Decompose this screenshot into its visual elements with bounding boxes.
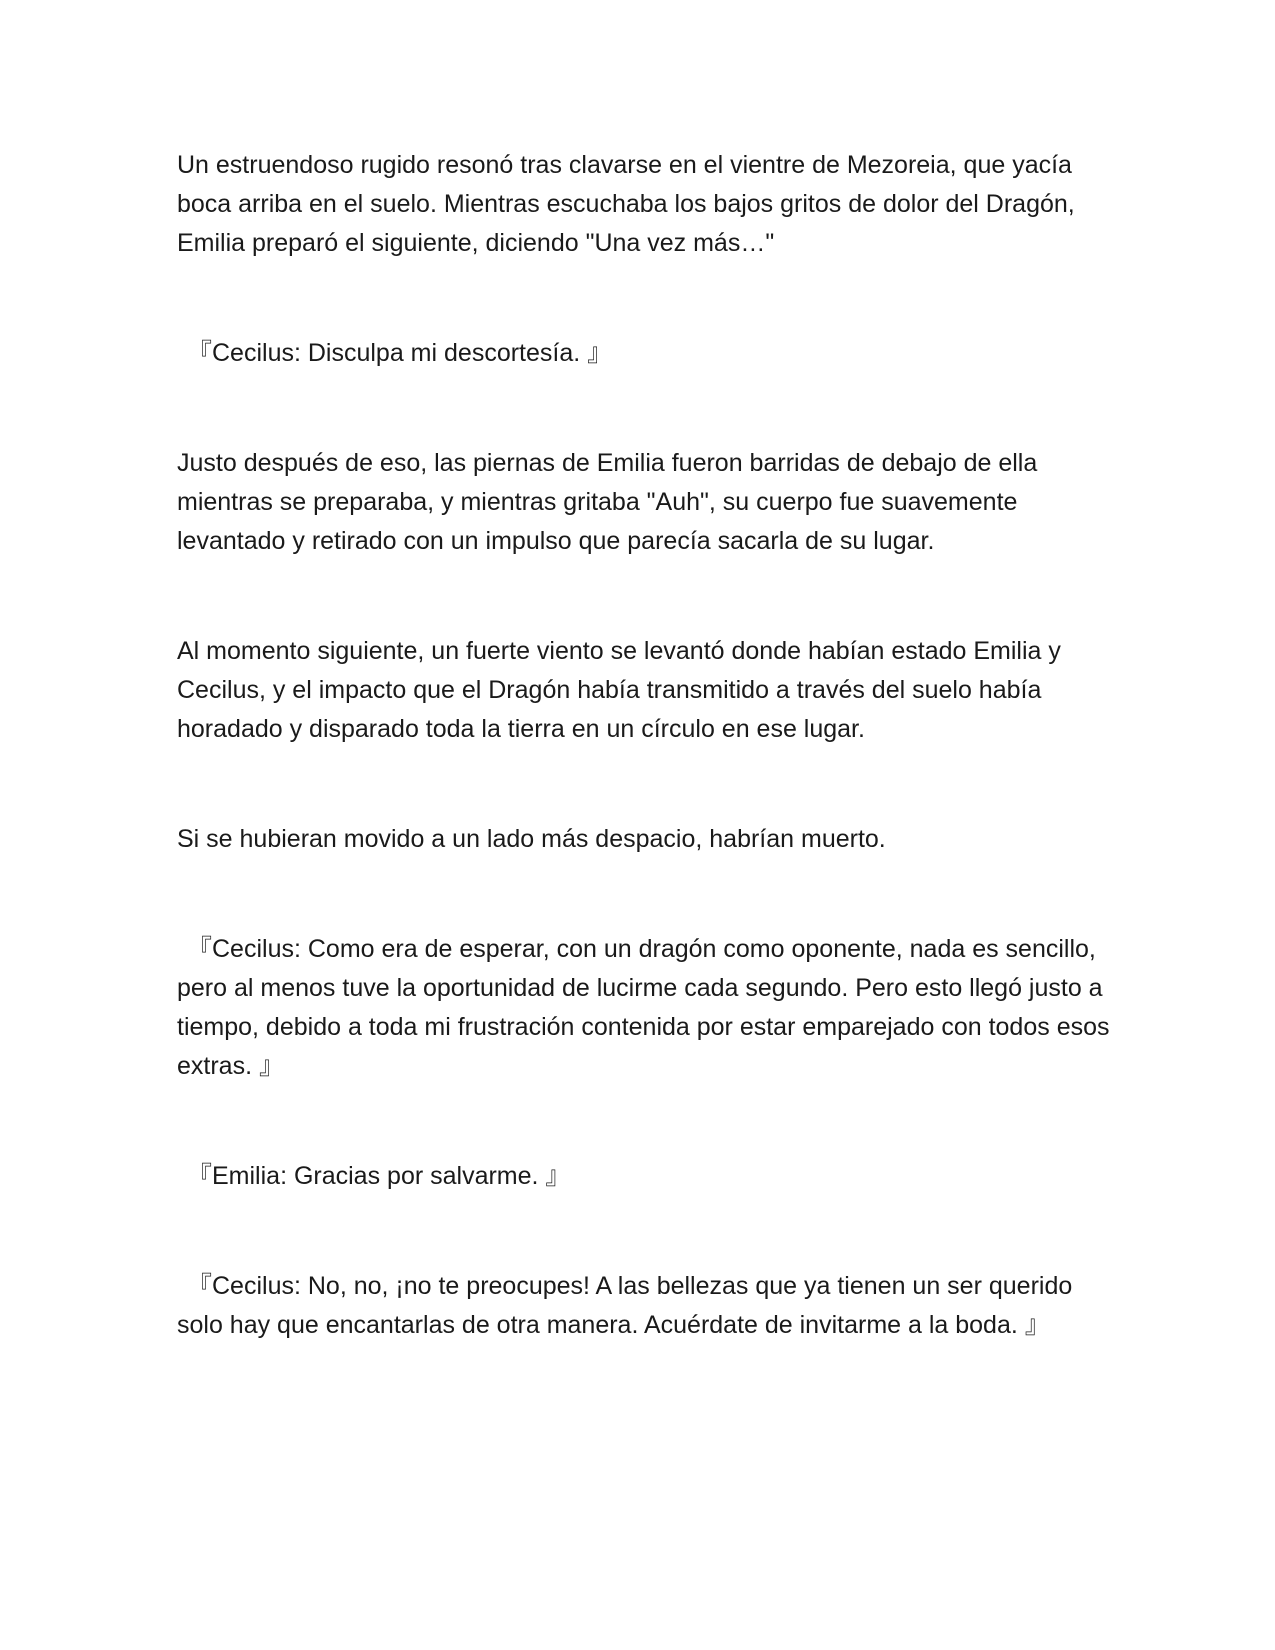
dialogue-line: 『Cecilus: No, no, ¡no te preocupes! A las bellezas que ya tienen un ser querido solo hay que encantarlas de otra manera. Acuérdate de invitarme a la boda. 』 <box>177 1272 1073 1339</box>
narrative-paragraph: Si se hubieran movido a un lado más despacio, habrían muerto. <box>177 825 886 853</box>
dialogue-line: 『Cecilus: Disculpa mi descortesía. 』 <box>187 339 613 367</box>
narrative-paragraph: Justo después de eso, las piernas de Emilia fueron barridas de debajo de ella mientras se preparaba, y mientras gritaba "Auh", su cuerpo fue suavemente levantado y retirado con un impulso que parecía sacarla de su lugar. <box>177 449 1038 555</box>
document-body <box>177 146 1117 1416</box>
dialogue-line: 『Cecilus: Como era de esperar, con un dragón como oponente, nada es sencillo, pero al menos tuve la oportunidad de lucirme cada segundo. Pero esto llegó justo a tiempo, debido a toda mi frustración contenida por estar emparejado con todos esos extras. 』 <box>177 935 1110 1080</box>
narrative-paragraph: Un estruendoso rugido resonó tras clavarse en el vientre de Mezoreia, que yacía boca arriba en el suelo. Mientras escuchaba los bajos gritos de dolor del Dragón, Emilia preparó el siguiente, diciendo "Una vez más…" <box>177 151 1075 257</box>
narrative-paragraph: Al momento siguiente, un fuerte viento se levantó donde habían estado Emilia y Cecilus, y el impacto que el Dragón había transmitido a través del suelo había horadado y disparado toda la tierra en un círculo en ese lugar. <box>177 637 1061 743</box>
dialogue-line: 『Emilia: Gracias por salvarme. 』 <box>187 1162 571 1190</box>
